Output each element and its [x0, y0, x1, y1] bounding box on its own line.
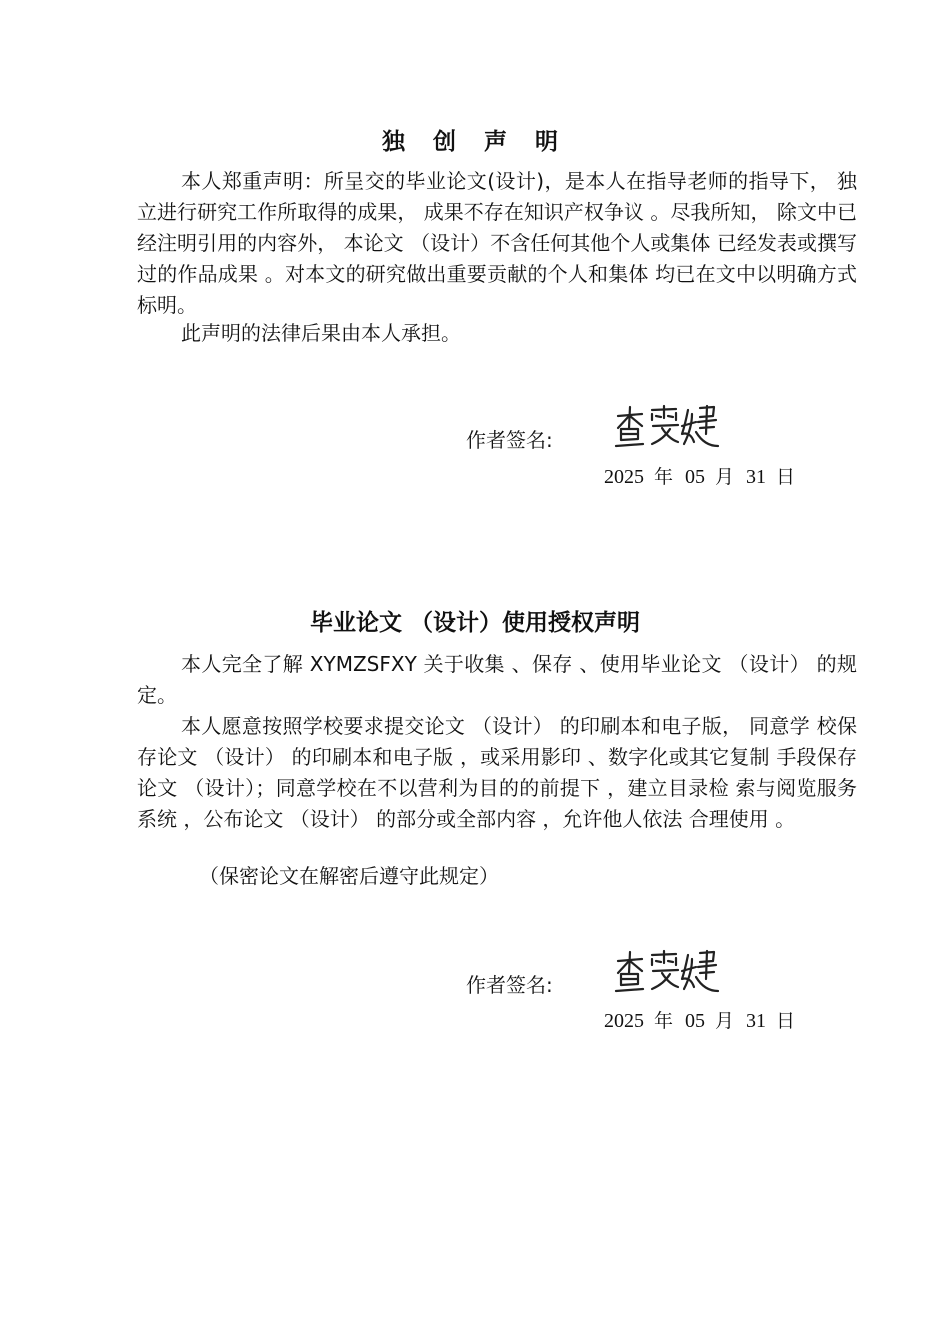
originality-title: 独 创 声 明: [381, 129, 569, 155]
authorization-date-day: 31: [746, 1010, 767, 1032]
originality-signature-label: 作者签名:: [466, 428, 553, 452]
originality-handwritten-signature: [612, 402, 722, 452]
originality-date-year-unit: 年: [654, 466, 674, 488]
authorization-date-month: 05: [685, 1010, 706, 1032]
authorization-paragraph-2: 本人愿意按照学校要求提交论文 （设计） 的印刷本和电子版， 同意学 校保存论文 （设计） 的印刷本和电子版 ，或采用影印 、数字化或其它复制 手段保存论文 （设计）；同意学校在不以营利为目的的前提下 ，建立目录检 索与阅览服务系统 ，公布论文 （设计） 的部分或全部内容 ，允许他人依法 合理使用 。: [137, 714, 857, 831]
authorization-date-year: 2025: [604, 1010, 644, 1032]
originality-date: [604, 465, 807, 489]
authorization-date-month-unit: 月: [715, 1010, 735, 1032]
authorization-title: 毕业论文 （设计）使用授权声明: [309, 610, 640, 636]
authorization-date: [604, 1009, 807, 1033]
originality-date-day-unit: 日: [776, 466, 796, 488]
originality-date-month-unit: 月: [715, 466, 735, 488]
authorization-paragraph-1: 本人完全了解 XYMZSFXY 关于收集 、保存 、使用毕业论文 （设计） 的规定。: [137, 652, 857, 707]
originality-paragraph-1: 本人郑重声明：所呈交的毕业论文(设计)，是本人在指导老师的指导下， 独立进行研究工作所取得的成果， 成果不存在知识产权争议 。尽我所知， 除文中已经注明引用的内容外， 本论文 （设计）不含任何其他个人或集体 已经发表或撰写过的作品成果 。对本文的研究做出重要贡献的个人和集体 均已在文中以明确方式标明。: [137, 169, 857, 317]
originality-date-day: 31: [746, 466, 767, 488]
originality-date-year: 2025: [604, 466, 644, 488]
confidential-note: （保密论文在解密后遵守此规定）: [199, 864, 499, 888]
authorization-signature-label: 作者签名:: [466, 973, 553, 997]
authorization-handwritten-signature: [612, 947, 722, 997]
authorization-date-day-unit: 日: [776, 1010, 796, 1032]
originality-paragraph-2: 此声明的法律后果由本人承担。: [181, 321, 461, 345]
authorization-date-year-unit: 年: [654, 1010, 674, 1032]
originality-date-month: 05: [685, 466, 706, 488]
